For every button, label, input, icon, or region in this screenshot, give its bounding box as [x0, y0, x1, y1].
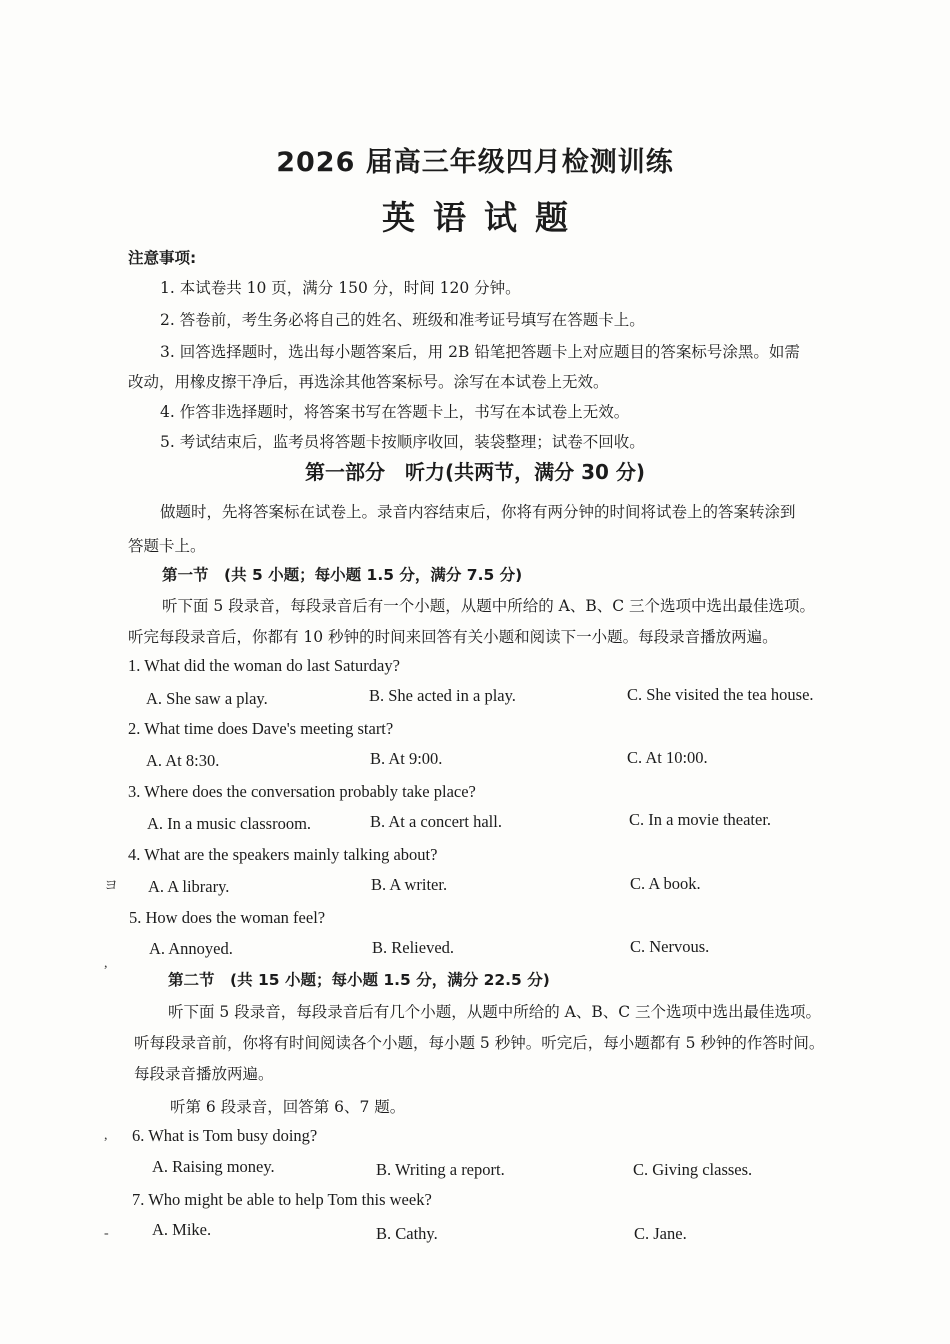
- question-2-option-b: B. At 9:00.: [370, 749, 443, 768]
- section-two-heading: 第二节 (共 15 小题；每小题 1.5 分，满分 22.5 分): [168, 971, 550, 989]
- margin-mark: -: [104, 1226, 109, 1241]
- margin-mark: ,: [104, 956, 108, 971]
- notice-item-4: 4. 作答非选择题时，将答案书写在答题卡上，书写在本试卷上无效。: [160, 403, 630, 421]
- question-5-option-a: A. Annoyed.: [149, 939, 233, 958]
- section-one-instruction: 听下面 5 段录音，每段录音后有一个小题，从题中所给的 A、B、C 三个选项中选出最佳选项。: [162, 597, 816, 615]
- question-7-option-c: C. Jane.: [634, 1224, 687, 1243]
- question-3: 3. Where does the conversation probably take place?: [128, 782, 476, 801]
- question-2: 2. What time does Dave's meeting start?: [128, 719, 394, 738]
- notice-item-3: 3. 回答选择题时，选出每小题答案后，用 2B 铅笔把答题卡上对应题目的答案标号涂黑。如需: [160, 343, 800, 361]
- margin-mark: ,: [104, 1128, 108, 1143]
- margin-mark: ヨ: [104, 879, 118, 894]
- question-7-option-b: B. Cathy.: [376, 1224, 438, 1243]
- question-4-option-c: C. A book.: [630, 874, 701, 893]
- question-2-option-a: A. At 8:30.: [146, 751, 220, 770]
- question-1: 1. What did the woman do last Saturday?: [128, 656, 400, 675]
- question-1-option-c: C. She visited the tea house.: [627, 685, 814, 704]
- question-1-option-a: A. She saw a play.: [146, 689, 268, 708]
- part-one-intro: 做题时，先将答案标在试卷上。录音内容结束后，你将有两分钟的时间将试卷上的答案转涂到: [160, 503, 796, 521]
- question-4: 4. What are the speakers mainly talking about?: [128, 845, 438, 864]
- section-one-instruction-cont: 听完每段录音后，你都有 10 秒钟的时间来回答有关小题和阅读下一小题。每段录音播放两遍。: [128, 628, 778, 646]
- question-5-option-b: B. Relieved.: [372, 938, 455, 957]
- question-4-option-a: A. A library.: [148, 877, 230, 896]
- notice-item-1: 1. 本试卷共 10 页，满分 150 分，时间 120 分钟。: [160, 279, 521, 297]
- exam-title: 2026 届高三年级四月检测训练: [276, 147, 674, 178]
- question-1-option-b: B. She acted in a play.: [369, 686, 516, 705]
- question-2-option-c: C. At 10:00.: [627, 748, 708, 767]
- question-3-option-b: B. At a concert hall.: [370, 812, 502, 831]
- notice-heading: 注意事项:: [128, 249, 197, 267]
- part-one-title: 第一部分 听力(共两节，满分 30 分): [304, 460, 646, 484]
- section-two-instruction-cont: 听每段录音前，你将有时间阅读各个小题，每小题 5 秒钟。听完后，每小题都有 5 秒钟的作答时间。: [134, 1034, 825, 1052]
- question-3-option-c: C. In a movie theater.: [629, 810, 772, 829]
- question-6-option-c: C. Giving classes.: [633, 1160, 753, 1179]
- question-6-option-a: A. Raising money.: [152, 1157, 275, 1176]
- section-one-heading: 第一节 (共 5 小题；每小题 1.5 分，满分 7.5 分): [162, 566, 523, 584]
- notice-item-3-cont: 改动，用橡皮擦干净后，再选涂其他答案标号。涂写在本试卷上无效。: [128, 373, 609, 391]
- section-two-sub-instruction: 听第 6 段录音，回答第 6、7 题。: [170, 1098, 406, 1116]
- question-3-option-a: A. In a music classroom.: [147, 814, 312, 833]
- question-7: 7. Who might be able to help Tom this week?: [132, 1190, 432, 1209]
- question-6-option-b: B. Writing a report.: [376, 1160, 505, 1179]
- question-4-option-b: B. A writer.: [371, 875, 448, 894]
- notice-item-5: 5. 考试结束后，监考员将答题卡按顺序收回，装袋整理；试卷不回收。: [160, 433, 645, 451]
- part-one-intro-cont: 答题卡上。: [128, 537, 206, 555]
- section-two-instruction-cont2: 每段录音播放两遍。: [134, 1065, 274, 1083]
- question-6: 6. What is Tom busy doing?: [132, 1126, 318, 1145]
- question-5: 5. How does the woman feel?: [129, 908, 326, 927]
- subject-title: 英语试题: [382, 198, 586, 237]
- question-7-option-a: A. Mike.: [152, 1220, 212, 1239]
- section-two-instruction: 听下面 5 段录音，每段录音后有几个小题，从题中所给的 A、B、C 三个选项中选出最佳选项。: [168, 1003, 822, 1021]
- notice-item-2: 2. 答卷前，考生务必将自己的姓名、班级和准考证号填写在答题卡上。: [160, 311, 645, 329]
- question-5-option-c: C. Nervous.: [630, 937, 710, 956]
